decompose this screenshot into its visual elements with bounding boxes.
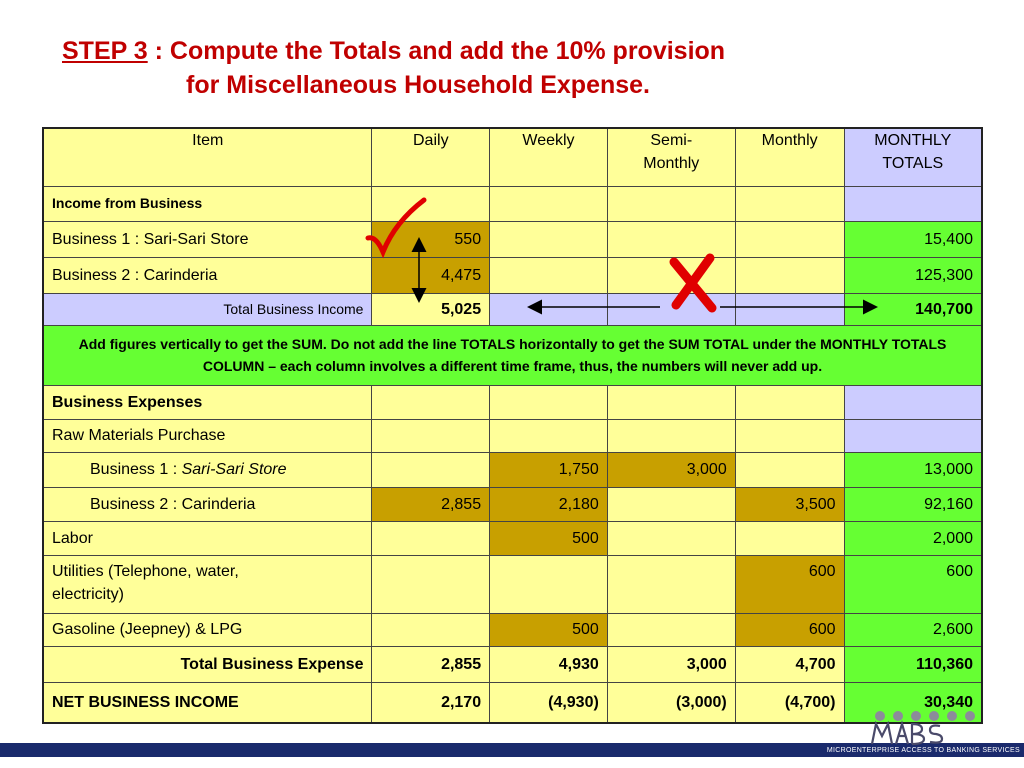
utilities-monthly: 600 — [735, 555, 844, 613]
header-monthly: Monthly — [735, 128, 844, 186]
raw-materials-label: Raw Materials Purchase — [43, 419, 372, 452]
gasoline-monthly: 600 — [735, 613, 844, 646]
total-business-expense-daily: 2,855 — [372, 646, 490, 682]
gasoline-total: 2,600 — [844, 613, 982, 646]
net-business-income-daily: 2,170 — [372, 682, 490, 723]
net-business-income-weekly: (4,930) — [490, 682, 608, 723]
table-row — [43, 452, 982, 487]
business-1-total: 15,400 — [844, 221, 982, 257]
total-business-expense-monthly: 4,700 — [735, 646, 844, 682]
household-expense-table — [42, 127, 983, 724]
labor-total: 2,000 — [844, 521, 982, 555]
table-row — [43, 646, 982, 682]
header-semi-monthly: Semi-Monthly — [607, 128, 735, 186]
total-business-expense-semi: 3,000 — [607, 646, 735, 682]
expense-business-2-label: Business 2 : Carinderia — [43, 487, 372, 521]
table-row — [43, 555, 982, 613]
expense-business-2-weekly: 2,180 — [490, 487, 608, 521]
total-business-income-label: Total Business Income — [43, 293, 372, 325]
net-business-income-label: NET BUSINESS INCOME — [43, 682, 372, 723]
total-business-income-daily: 5,025 — [372, 293, 490, 325]
expense-business-1-name: Sari-Sari Store — [181, 461, 287, 478]
expense-business-1-weekly: 1,750 — [490, 452, 608, 487]
title-line-2: for Miscellaneous Household Expense. — [186, 71, 651, 99]
expense-business-2-daily: 2,855 — [372, 487, 490, 521]
slide-title — [62, 34, 725, 102]
net-business-income-semi: (3,000) — [607, 682, 735, 723]
income-section-label: Income from Business — [43, 186, 372, 221]
total-business-income-total: 140,700 — [844, 293, 982, 325]
business-2-daily: 4,475 — [372, 257, 490, 293]
footer-logo-text: MICROENTERPRISE ACCESS TO BANKING SERVICES — [826, 746, 1024, 756]
table-row — [43, 487, 982, 521]
business-2-label: Business 2 : Carinderia — [43, 257, 372, 293]
business-2-total: 125,300 — [844, 257, 982, 293]
header-monthly-totals: MONTHLY TOTALS — [844, 128, 982, 186]
title-line-1: : Compute the Totals and add the 10% provision — [147, 37, 726, 65]
business-1-label: Business 1 : Sari-Sari Store — [43, 221, 372, 257]
table-row — [43, 613, 982, 646]
utilities-label: Utilities (Telephone, water, electricity) — [43, 555, 372, 613]
net-business-income-monthly: (4,700) — [735, 682, 844, 723]
table-row — [43, 293, 982, 325]
net-business-income-total: 30,340 — [844, 682, 982, 723]
total-business-expense-weekly: 4,930 — [490, 646, 608, 682]
table-row — [43, 682, 982, 723]
expenses-section-label: Business Expenses — [43, 385, 372, 419]
table-row — [43, 221, 982, 257]
header-daily: Daily — [372, 128, 490, 186]
header-weekly: Weekly — [490, 128, 608, 186]
expense-business-1-total: 13,000 — [844, 452, 982, 487]
total-business-expense-label: Total Business Expense — [43, 646, 372, 682]
expense-business-2-total: 92,160 — [844, 487, 982, 521]
mabs-logo — [866, 708, 1024, 750]
expense-business-2-monthly: 3,500 — [735, 487, 844, 521]
expense-business-1-prefix: Business 1 : — [90, 461, 182, 478]
utilities-total: 600 — [844, 555, 982, 613]
labor-label: Labor — [43, 521, 372, 555]
table-row — [43, 521, 982, 555]
labor-weekly: 500 — [490, 521, 608, 555]
instruction-note: Add figures vertically to get the SUM. Do not add the line TOTALS horizontally to get the SUM TOTAL under the MONTHLY TOTALS COLUMN – each column involves a different time frame, thus, the numbers will never add up. — [43, 325, 982, 385]
expense-business-1-semi: 3,000 — [607, 452, 735, 487]
gasoline-weekly: 500 — [490, 613, 608, 646]
table-row — [43, 257, 982, 293]
business-1-daily: 550 — [372, 221, 490, 257]
total-business-expense-total: 110,360 — [844, 646, 982, 682]
gasoline-label: Gasoline (Jeepney) & LPG — [43, 613, 372, 646]
header-item: Item — [43, 128, 372, 186]
step-label: STEP 3 — [62, 37, 148, 65]
expense-business-1-label — [43, 452, 372, 487]
